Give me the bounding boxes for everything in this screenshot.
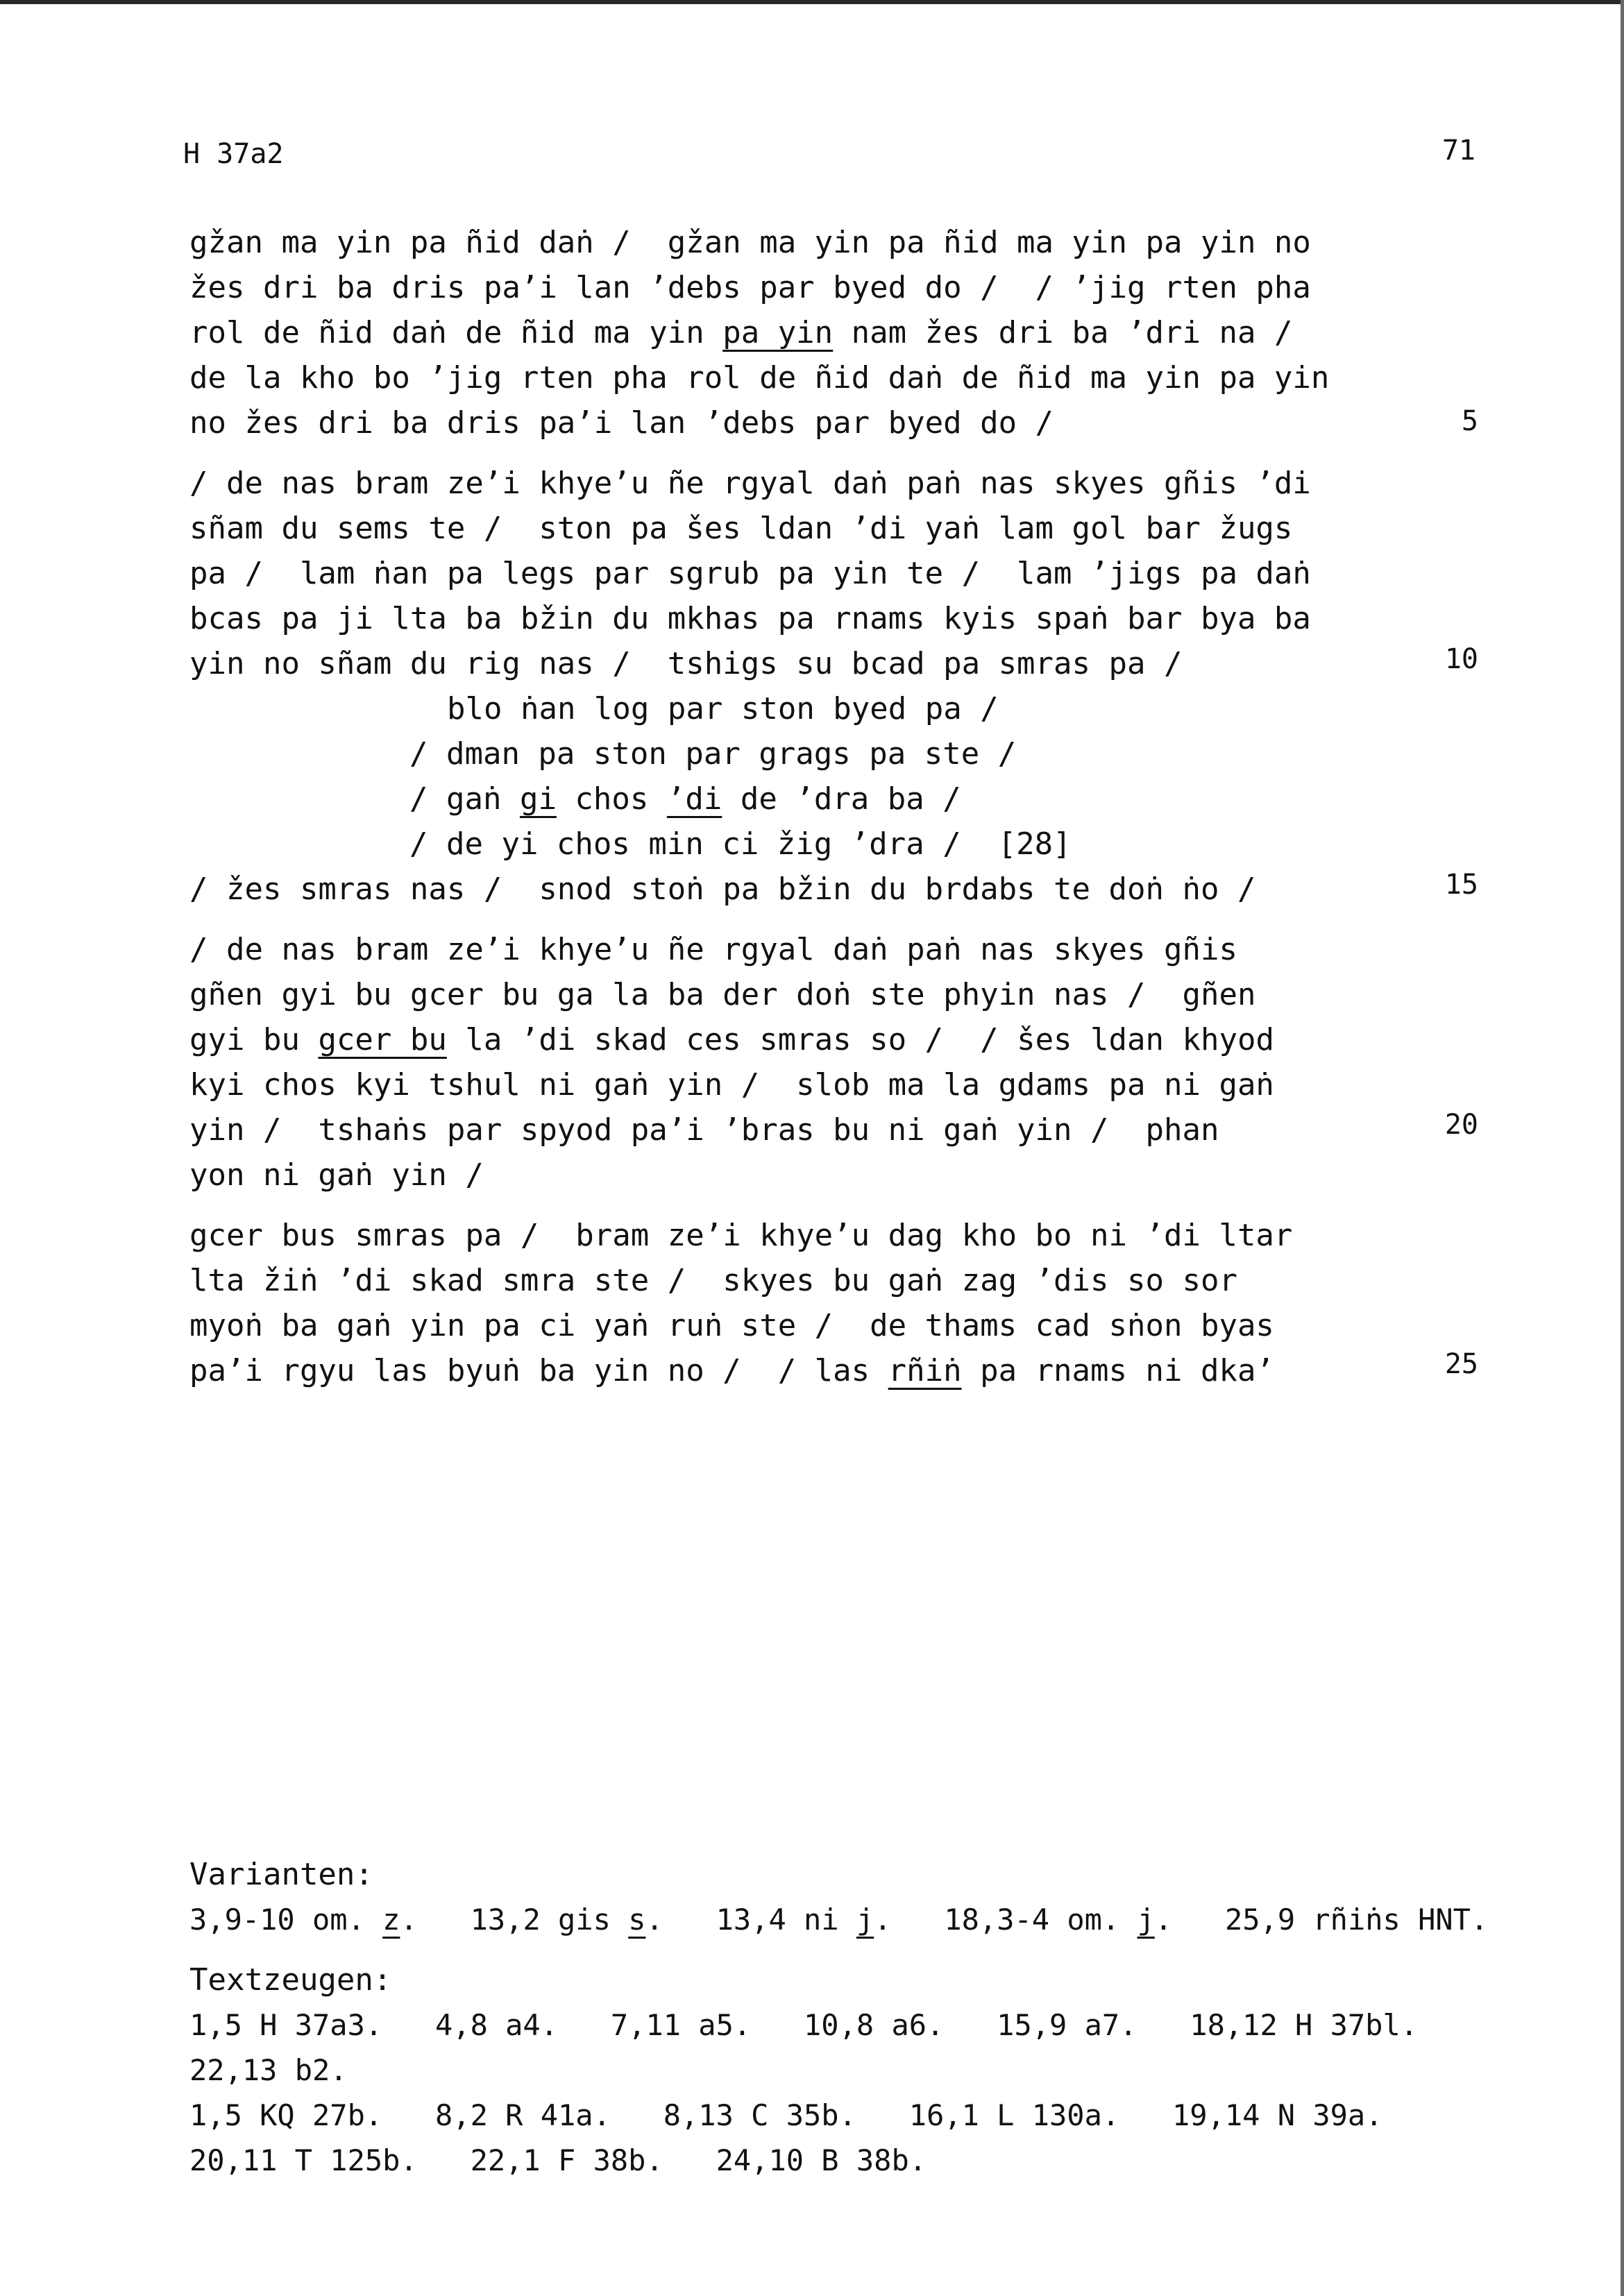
underlined-word: rñiṅ <box>888 1353 962 1388</box>
verse-line-1: blo ṅan log par ston byed pa / <box>447 691 999 726</box>
witnesses-line: 22,13 b2. <box>189 2053 348 2087</box>
verse-line-2: / dman pa ston par grags pa ste / <box>409 736 1017 772</box>
witnesses-heading: Textzeugen: <box>189 1962 392 1998</box>
text-line-2: žes dri ba dris pa’i lan ’debs par byed do / / ’jig rten pha <box>189 270 1311 305</box>
text-line-6: / de nas bram ze’i khye’u ñe rgyal daṅ paṅ nas skyes gñis ’di <box>189 466 1311 501</box>
text-segment: 3,9-10 om. <box>189 1903 383 1937</box>
siglum-z: z <box>382 1903 400 1937</box>
text-line-20: yin / tshaṅs par spyod pa’i ’bras bu ni gaṅ yin / phan <box>189 1112 1219 1148</box>
text-line-23: lta žiṅ ’di skad smra ste / skyes bu gaṅ zag ’dis so sor <box>189 1263 1237 1298</box>
text-line-18 <box>189 1022 1274 1057</box>
line-number: 10 <box>1444 643 1478 675</box>
witnesses-line: 1,5 KQ 27b. 8,2 R 41a. 8,13 C 35b. 16,1 L 130a. 19,14 N 39a. <box>189 2098 1383 2132</box>
text-line-3 <box>189 315 1293 350</box>
text-segment: / gaṅ <box>409 781 520 817</box>
text-line-5: no žes dri ba dris pa’i lan ’debs par byed do / <box>189 405 1054 441</box>
text-segment: . 18,3-4 om. <box>874 1903 1137 1937</box>
page-right-edge <box>1621 0 1624 2296</box>
text-segment: pa’i rgyu las byuṅ ba yin no / / las <box>189 1353 888 1388</box>
text-line-19: kyi chos kyi tshul ni gaṅ yin / slob ma la gdams pa ni gaṅ <box>189 1067 1274 1103</box>
text-segment: . 25,9 rñiṅs HNT. <box>1154 1903 1489 1937</box>
text-line-16: / de nas bram ze’i khye’u ñe rgyal daṅ paṅ nas skyes gñis <box>189 932 1237 967</box>
text-line-17: gñen gyi bu gcer bu ga la ba der doṅ ste phyin nas / gñen <box>189 977 1256 1012</box>
text-line-7: sñam du sems te / ston pa šes ldan ’di yaṅ lam gol bar žugs <box>189 511 1293 546</box>
folio-siglum: H 37a2 <box>183 138 284 170</box>
line-number: 5 <box>1461 405 1478 437</box>
text-segment: pa rnams ni dka’ <box>961 1353 1274 1388</box>
text-line-22: gcer bus smras pa / bram ze’i khye’u dag kho bo ni ’di ltar <box>189 1218 1293 1253</box>
text-line-25 <box>189 1353 1274 1388</box>
siglum-s: s <box>628 1903 646 1937</box>
text-line-10: yin no sñam du rig nas / tshigs su bcad pa smras pa / <box>189 646 1183 681</box>
witnesses-line: 1,5 H 37a3. 4,8 a4. 7,11 a5. 10,8 a6. 15,9 a7. 18,12 H 37bl. <box>189 2008 1419 2042</box>
text-line-9: bcas pa ji lta ba bžin du mkhas pa rnams kyis spaṅ bar bya ba <box>189 601 1311 636</box>
text-segment: de ’dra ba / <box>722 781 961 817</box>
variants-heading: Varianten: <box>189 1857 373 1892</box>
text-segment: la ’di skad ces smras so / / šes ldan khyod <box>446 1022 1274 1057</box>
witnesses-line: 20,11 T 125b. 22,1 F 38b. 24,10 B 38b. <box>189 2143 927 2177</box>
text-segment: nam žes dri ba ’dri na / <box>833 315 1293 350</box>
text-segment: chos <box>556 781 667 817</box>
underlined-word: pa yin <box>722 315 834 350</box>
underlined-word: gcer bu <box>318 1022 447 1057</box>
variants-text <box>189 1905 1488 1935</box>
text-line-8: pa / lam ṅan pa legs par sgrub pa yin te / lam ’jigs pa daṅ <box>189 556 1311 591</box>
text-line-21: yon ni gaṅ yin / <box>189 1157 484 1193</box>
text-segment: . 13,2 gis <box>400 1903 629 1937</box>
text-line-4: de la kho bo ’jig rten pha rol de ñid daṅ de ñid ma yin pa yin <box>189 360 1330 396</box>
underlined-word: ’di <box>666 781 722 817</box>
line-number: 15 <box>1444 869 1478 901</box>
text-line-24: myoṅ ba gaṅ yin pa ci yaṅ ruṅ ste / de thams cad sṅon byas <box>189 1308 1274 1343</box>
verse-line-3 <box>409 781 961 817</box>
page-number: 71 <box>1441 135 1475 167</box>
text-line-1: gžan ma yin pa ñid daṅ / gžan ma yin pa ñid ma yin pa yin no <box>189 225 1311 260</box>
text-segment: . 13,4 ni <box>645 1903 856 1937</box>
text-line-15: / žes smras nas / snod stoṅ pa bžin du brdabs te doṅ ṅo / <box>189 871 1256 907</box>
siglum-j: j <box>856 1903 874 1937</box>
verse-line-4: / de yi chos min ci žig ’dra / [28] <box>409 826 1072 862</box>
line-number: 20 <box>1444 1109 1478 1141</box>
text-segment: gyi bu <box>189 1022 319 1057</box>
siglum-j: j <box>1137 1903 1155 1937</box>
page-top-edge <box>0 0 1624 4</box>
text-segment: rol de ñid daṅ de ñid ma yin <box>189 315 723 350</box>
line-number: 25 <box>1444 1348 1478 1380</box>
underlined-word: gi <box>519 781 557 817</box>
